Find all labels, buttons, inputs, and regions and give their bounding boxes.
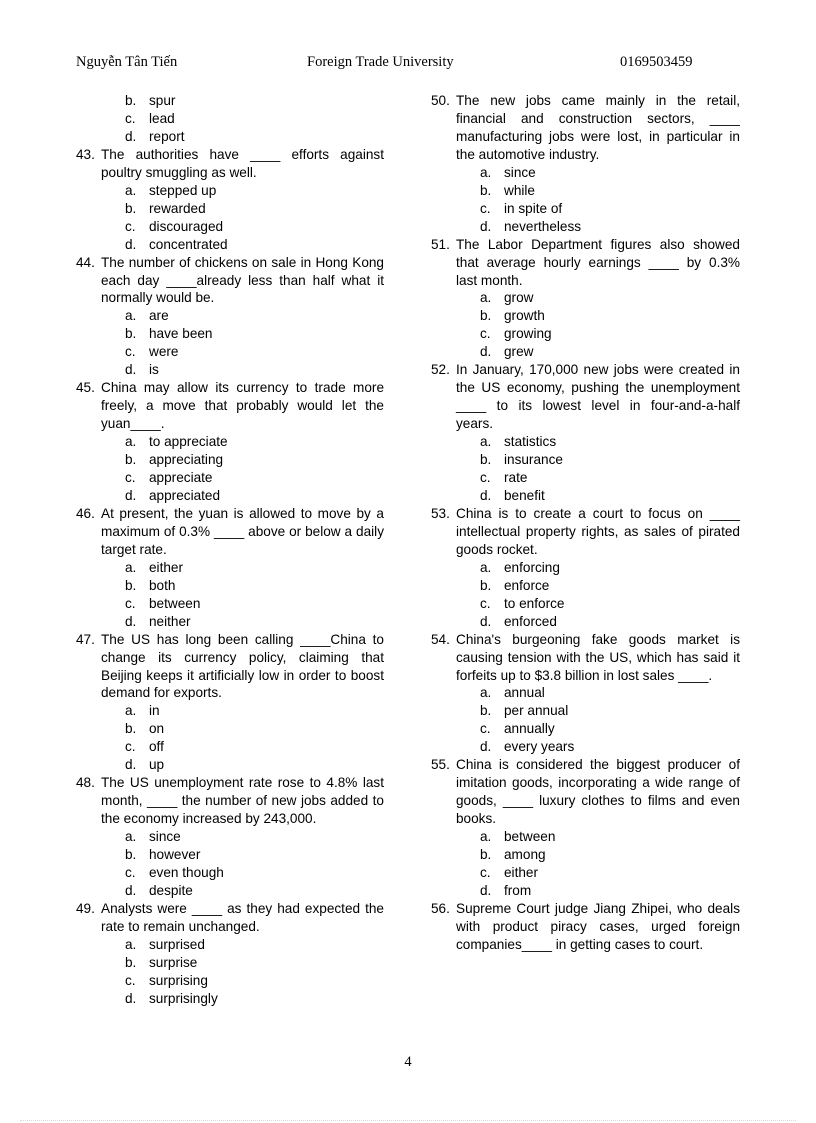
answer-option (480, 577, 740, 595)
answer-option (125, 487, 384, 505)
question-item (431, 900, 740, 954)
question-number: 48. (76, 775, 95, 791)
option-letter: c. (480, 721, 491, 737)
answer-option (125, 990, 384, 1008)
question-number: 49. (76, 900, 95, 916)
answer-option (125, 882, 384, 900)
question-number: 53. (431, 505, 450, 521)
question-text: The authorities have ____ efforts against poultry smuggling as well. (101, 146, 384, 180)
answer-option (480, 433, 740, 451)
option-text: is (149, 362, 159, 378)
question-item (431, 631, 740, 757)
option-letter: d. (125, 487, 137, 503)
question-number: 47. (76, 631, 95, 647)
answer-option (125, 451, 384, 469)
option-text: grew (504, 344, 534, 360)
answer-option (125, 756, 384, 774)
question-item (76, 900, 384, 1008)
question-text: The US has long been calling ____China to change its currency policy, claiming that Beijing keeps it artificially low in order to boost demand for exports. (101, 631, 384, 701)
option-letter: a. (480, 434, 492, 450)
question-item (76, 774, 384, 900)
option-text: report (149, 128, 185, 144)
question-number: 51. (431, 236, 450, 252)
answer-option (125, 864, 384, 882)
option-text: surprising (149, 972, 208, 988)
answer-option (480, 451, 740, 469)
option-text: to appreciate (149, 434, 228, 450)
question-item (431, 505, 740, 631)
question-text: At present, the yuan is allowed to move by a maximum of 0.3% ____ above or below a daily target rate. (101, 505, 384, 557)
answer-option (480, 882, 740, 900)
option-text: since (149, 829, 181, 845)
options-list (125, 828, 384, 900)
answer-option (125, 936, 384, 954)
option-text: surprise (149, 954, 198, 970)
options-list (480, 828, 740, 900)
answer-option (480, 469, 740, 487)
option-letter: d. (480, 882, 492, 898)
question-number: 56. (431, 900, 450, 916)
option-text: either (149, 559, 184, 575)
option-text: up (149, 757, 165, 773)
option-text: were (149, 344, 179, 360)
option-text: rewarded (149, 200, 206, 216)
option-text: between (504, 829, 556, 845)
answer-option (125, 433, 384, 451)
option-text: on (149, 721, 165, 737)
options-list (480, 684, 740, 756)
option-letter: c. (125, 344, 136, 360)
options-list (480, 289, 740, 361)
option-text: however (149, 847, 201, 863)
option-letter: c. (125, 110, 136, 126)
option-letter: a. (480, 164, 492, 180)
option-letter: d. (125, 362, 137, 378)
option-letter: a. (125, 829, 137, 845)
option-text: enforce (504, 577, 550, 593)
question-stem (431, 92, 740, 164)
option-letter: b. (480, 182, 492, 198)
option-letter: b. (125, 93, 137, 108)
option-letter: d. (125, 128, 137, 144)
option-text: appreciate (149, 470, 213, 486)
answer-option (480, 164, 740, 182)
answer-option (480, 613, 740, 631)
question-stem (431, 236, 740, 290)
answer-option (480, 559, 740, 577)
answer-option (125, 469, 384, 487)
answer-option (125, 182, 384, 200)
question-text: China is considered the biggest producer of imitation goods, incorporating a wide range of goods, ____ luxury clothes to films and even books. (456, 757, 740, 827)
header-phone: 0169503459 (620, 54, 693, 70)
options-list (125, 559, 384, 631)
option-text: rate (504, 470, 528, 486)
option-text: annually (504, 721, 555, 737)
option-letter: d. (125, 882, 137, 898)
option-text: in spite of (504, 200, 563, 216)
answer-option (125, 307, 384, 325)
answer-option (125, 343, 384, 361)
option-text: even though (149, 864, 224, 880)
option-text: since (504, 164, 536, 180)
question-item (431, 236, 740, 362)
question-text: China may allow its currency to trade more freely, a move that probably would let the yuan____. (101, 380, 384, 432)
option-text: stepped up (149, 182, 217, 198)
option-text: in (149, 703, 160, 719)
option-text: neither (149, 613, 191, 629)
option-text: growth (504, 308, 545, 324)
left-column (76, 92, 384, 1008)
answer-option (125, 720, 384, 738)
answer-option (125, 595, 384, 613)
options-list (125, 702, 384, 774)
answer-option (125, 92, 384, 110)
question-item (76, 505, 384, 631)
question-number: 52. (431, 362, 450, 378)
options-list (125, 182, 384, 254)
option-letter: b. (125, 721, 137, 737)
option-text: despite (149, 882, 193, 898)
option-text: surprised (149, 936, 205, 952)
option-text: enforcing (504, 559, 560, 575)
option-text: concentrated (149, 236, 228, 252)
options-list (480, 433, 740, 505)
option-letter: b. (125, 954, 137, 970)
answer-option (480, 307, 740, 325)
option-letter: c. (125, 595, 136, 611)
option-letter: b. (480, 452, 492, 468)
question-text: China's burgeoning fake goods market is causing tension with the US, which has said it forfeits up to $3.8 billion in lost sales ____. (456, 631, 740, 683)
option-letter: a. (125, 308, 137, 324)
options-list (125, 936, 384, 1008)
option-letter: c. (125, 470, 136, 486)
question-number: 55. (431, 757, 450, 773)
option-letter: c. (480, 595, 491, 611)
question-text: China is to create a court to focus on ____ intellectual property rights, as sales of pirated goods rocket. (456, 505, 740, 557)
option-letter: d. (480, 218, 492, 234)
answer-option (480, 200, 740, 218)
question-stem (76, 774, 384, 828)
option-letter: a. (125, 936, 137, 952)
option-letter: d. (125, 236, 137, 252)
question-text: Analysts were ____ as they had expected the rate to remain unchanged. (101, 900, 384, 934)
option-text: discouraged (149, 218, 224, 234)
option-letter: c. (480, 200, 491, 216)
option-text: nevertheless (504, 218, 582, 234)
answer-option (480, 218, 740, 236)
answer-option (125, 846, 384, 864)
continued-options-list (125, 92, 384, 146)
option-text: appreciated (149, 487, 221, 503)
option-letter: b. (480, 847, 492, 863)
option-letter: b. (480, 308, 492, 324)
answer-option (125, 559, 384, 577)
options-list (125, 433, 384, 505)
question-item (76, 254, 384, 380)
answer-option (125, 128, 384, 146)
question-number: 45. (76, 380, 95, 396)
option-letter: b. (480, 577, 492, 593)
answer-option (125, 738, 384, 756)
option-letter: b. (125, 452, 137, 468)
option-text: statistics (504, 434, 557, 450)
answer-option (125, 200, 384, 218)
question-stem (76, 900, 384, 936)
answer-option (480, 487, 740, 505)
option-letter: d. (125, 990, 137, 1006)
answer-option (480, 289, 740, 307)
option-text: to enforce (504, 595, 565, 611)
option-letter: a. (125, 559, 137, 575)
question-item (431, 756, 740, 900)
question-text: The number of chickens on sale in Hong Kong each day ____already less than half what it normally would be. (101, 254, 384, 306)
question-text: The Labor Department figures also showed that average hourly earnings ____ by 0.3% last month. (456, 236, 740, 288)
option-letter: a. (125, 703, 137, 719)
option-text: are (149, 308, 169, 324)
answer-option (125, 110, 384, 128)
answer-option (480, 738, 740, 756)
option-letter: a. (480, 290, 492, 306)
page-header (0, 54, 816, 74)
answer-option (480, 343, 740, 361)
question-number: 43. (76, 146, 95, 162)
answer-option (480, 684, 740, 702)
option-letter: c. (125, 972, 136, 988)
answer-option (125, 325, 384, 343)
option-letter: c. (125, 739, 136, 755)
question-item (76, 146, 384, 254)
options-list (125, 307, 384, 379)
header-university: Foreign Trade University (307, 54, 454, 70)
question-stem (76, 379, 384, 433)
option-letter: a. (480, 559, 492, 575)
option-letter: d. (125, 613, 137, 629)
option-text: surprisingly (149, 990, 218, 1006)
answer-option (125, 218, 384, 236)
option-text: lead (149, 110, 175, 126)
question-item (76, 379, 384, 505)
answer-option (480, 595, 740, 613)
question-stem (76, 146, 384, 182)
option-text: spur (149, 93, 176, 108)
question-stem (431, 900, 740, 954)
option-letter: a. (480, 829, 492, 845)
option-text: every years (504, 739, 575, 755)
answer-option (125, 828, 384, 846)
question-number: 54. (431, 631, 450, 647)
options-list (480, 559, 740, 631)
page-number: 4 (404, 1054, 412, 1070)
answer-option (125, 972, 384, 990)
option-text: while (504, 182, 535, 198)
option-letter: d. (480, 344, 492, 360)
answer-option (125, 577, 384, 595)
option-text: either (504, 864, 539, 880)
question-text: The US unemployment rate rose to 4.8% last month, ____ the number of new jobs added to the economy increased by 243,000. (101, 775, 384, 827)
option-letter: c. (125, 864, 136, 880)
option-letter: c. (480, 326, 491, 342)
option-text: benefit (504, 487, 545, 503)
header-author: Nguyễn Tân Tiến (76, 54, 178, 70)
answer-option (480, 846, 740, 864)
option-text: have been (149, 326, 213, 342)
option-text: both (149, 577, 176, 593)
option-text: insurance (504, 452, 563, 468)
option-text: annual (504, 685, 545, 701)
option-letter: d. (125, 757, 137, 773)
option-letter: c. (125, 218, 136, 234)
answer-option (480, 182, 740, 200)
answer-option (125, 954, 384, 972)
option-letter: b. (125, 200, 137, 216)
question-number: 46. (76, 505, 95, 521)
question-stem (76, 505, 384, 559)
option-text: appreciating (149, 452, 224, 468)
option-letter: c. (480, 864, 491, 880)
option-letter: b. (125, 326, 137, 342)
question-text: The new jobs came mainly in the retail, financial and construction sectors, ____ manufacturing jobs were lost, in particular in the automotive industry. (456, 93, 740, 162)
question-number: 44. (76, 254, 95, 270)
answer-option (480, 864, 740, 882)
question-number: 50. (431, 93, 450, 108)
option-letter: d. (480, 487, 492, 503)
option-letter: b. (125, 847, 137, 863)
option-text: grow (504, 290, 534, 306)
option-letter: a. (125, 434, 137, 450)
question-item (76, 631, 384, 775)
option-letter: b. (125, 577, 137, 593)
page-bottom-divider (20, 1120, 796, 1121)
question-stem (431, 631, 740, 685)
option-text: growing (504, 326, 552, 342)
answer-option (480, 702, 740, 720)
answer-option (480, 720, 740, 738)
answer-option (480, 325, 740, 343)
option-letter: d. (480, 613, 492, 629)
option-text: among (504, 847, 546, 863)
question-text: Supreme Court judge Jiang Zhipei, who deals with product piracy cases, urged foreign companies____ in getting cases to court. (456, 900, 740, 952)
question-item (431, 361, 740, 505)
answer-option (125, 613, 384, 631)
question-item (431, 92, 740, 236)
question-stem (431, 756, 740, 828)
answer-option (480, 828, 740, 846)
answer-option (125, 361, 384, 379)
answer-option (125, 702, 384, 720)
question-stem (431, 361, 740, 433)
option-letter: a. (125, 182, 137, 198)
option-text: from (504, 882, 532, 898)
option-text: enforced (504, 613, 557, 629)
options-list (480, 164, 740, 236)
question-stem (431, 505, 740, 559)
option-text: off (149, 739, 164, 755)
question-stem (76, 631, 384, 703)
question-stem (76, 254, 384, 308)
option-text: per annual (504, 703, 569, 719)
right-column (431, 92, 740, 954)
question-text: In January, 170,000 new jobs were created in the US economy, pushing the unemployment ____ to its lowest level in four-and-a-half years. (456, 362, 740, 432)
option-letter: c. (480, 470, 491, 486)
option-letter: d. (480, 739, 492, 755)
option-letter: a. (480, 685, 492, 701)
answer-option (125, 236, 384, 254)
option-letter: b. (480, 703, 492, 719)
option-text: between (149, 595, 201, 611)
